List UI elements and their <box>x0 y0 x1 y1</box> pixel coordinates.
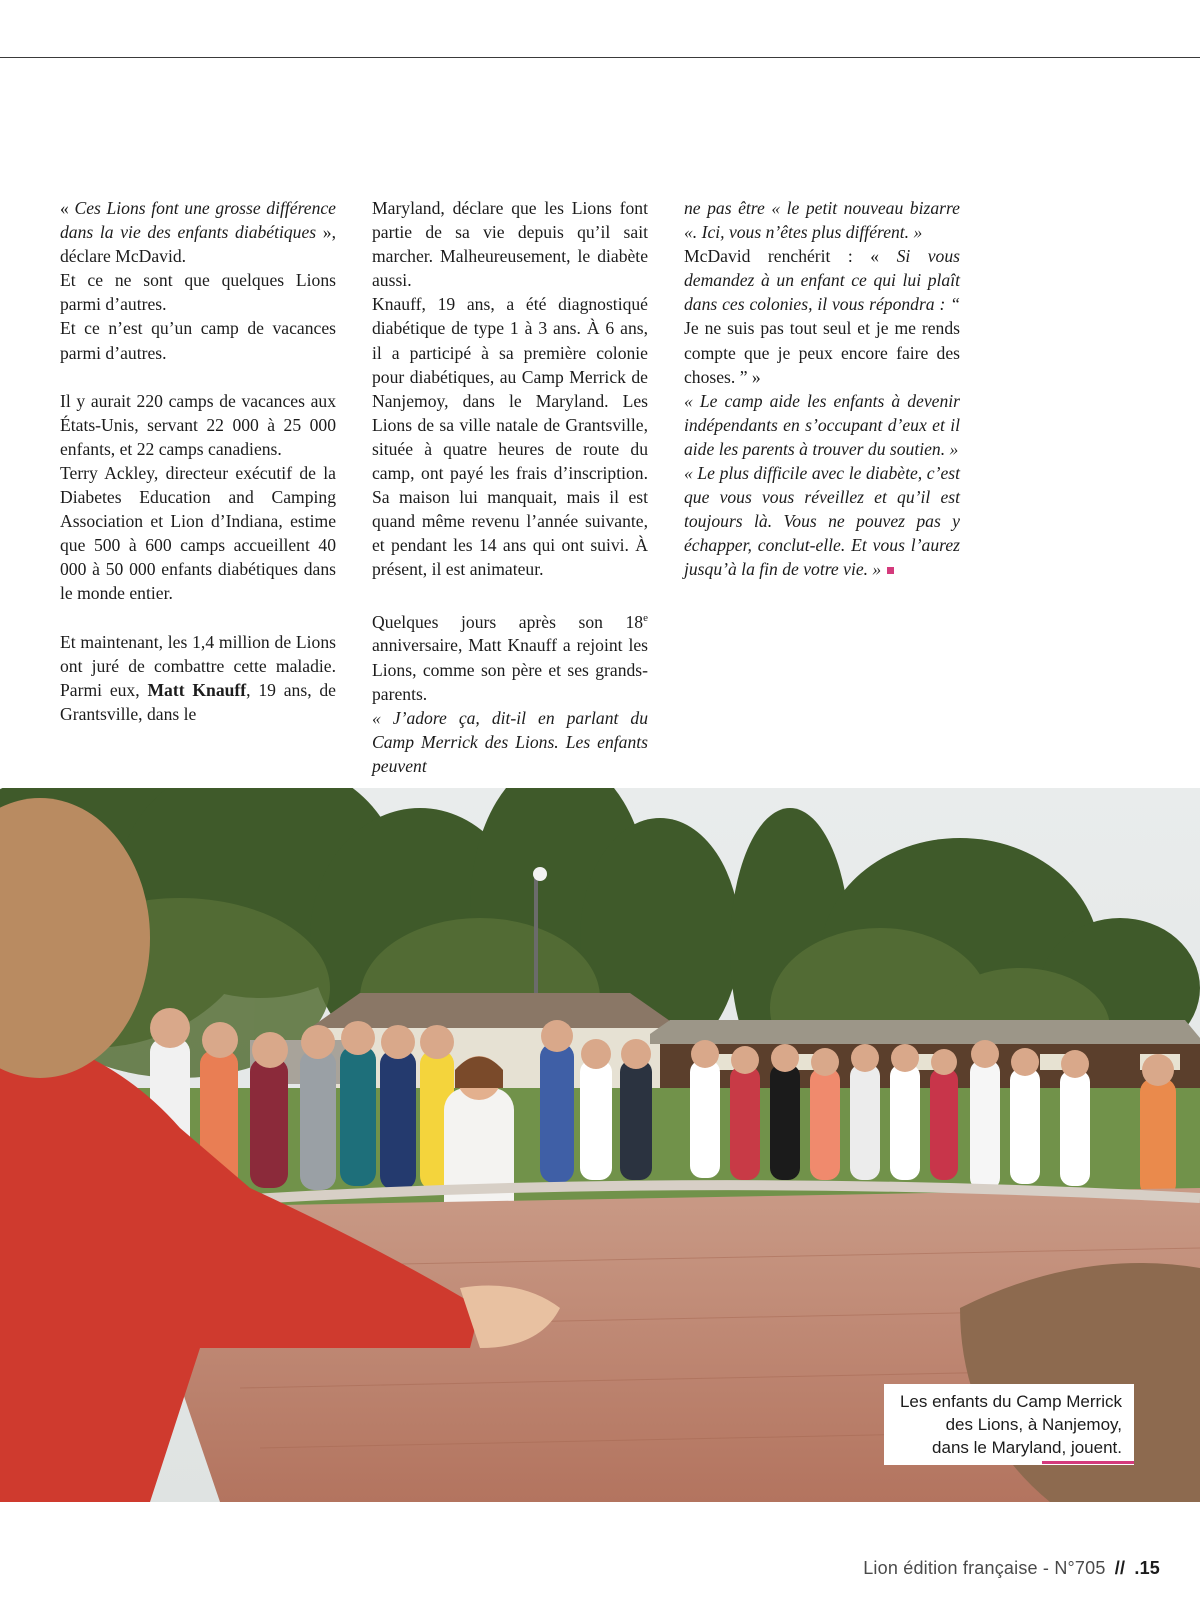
paragraph: Et ce n’est qu’un camp de vacances parmi d’autres. <box>60 318 336 363</box>
paragraph <box>684 389 960 461</box>
article-column-2 <box>372 196 648 778</box>
paragraph: Terry Ackley, directeur exécutif de la Diabetes Education and Camping Association et Lion d’Indiana, estime que 500 à 600 camps accueillent 40 000 à 50 000 enfants diabétiques dans le monde entier. <box>60 462 336 604</box>
paragraph: « Ces Lions font une grosse différence dans la vie des enfants diabétiques », déclare McDavid. <box>60 198 336 267</box>
paragraph: Et ce ne sont que quelques Lions parmi d’autres. <box>60 270 336 315</box>
caption-line: Les enfants du Camp Merrick <box>899 1392 1122 1411</box>
caption-line: dans le Maryland, jouent. <box>932 1438 1122 1457</box>
quote: « Le camp aide les enfants à devenir indépendants en s’occupant d’eux et il aide les parents à trouver du soutien. » <box>684 390 960 459</box>
page-footer <box>863 1558 1160 1579</box>
article-column-1 <box>60 196 336 726</box>
page-number: .15 <box>1134 1558 1160 1578</box>
paragraph: Knauff, 19 ans, a été diagnostiqué diabétique de type 1 à 3 ans. À 6 ans, il a participé à sa première colonie pour diabétiques, au Camp Merrick de Nanjemoy, dans le Maryland. Les Lions de sa ville natale de Grantsville, située à quatre heures de route du camp, ont payé les frais d’inscription. Sa maison lui manquait, mais il est quand même revenu l’année suivante, et pendant les 14 ans qui ont suivi. À présent, il est animateur. <box>372 294 648 580</box>
publication-name: Lion édition française - N°705 <box>863 1558 1106 1578</box>
caption-underline <box>1042 1461 1134 1464</box>
paragraph: McDavid renchérit : « Si vous demandez à un enfant ce qui lui plaît dans ces colonies, il vous répondra : “ Je ne suis pas tout seul et je me rends compte que je peux encore faire des choses. ” » <box>684 246 960 387</box>
paragraph <box>684 196 960 244</box>
paragraph <box>372 706 648 778</box>
top-rule <box>0 57 1200 58</box>
paragraph: Quelques jours après son 18e anniversaire, Matt Knauff a rejoint les Lions, comme son père et ses grands-parents. <box>372 611 648 704</box>
quote: « Le plus difficile avec le diabète, c’est que vous vous réveillez et qu’il est toujours là. Vous ne pouvez pas y échapper, conclut-elle. Et vous l’aurez jusqu’à la fin de votre vie. » <box>684 463 960 580</box>
end-mark-icon <box>887 567 894 574</box>
photo-caption <box>884 1384 1134 1465</box>
paragraph <box>684 461 960 581</box>
paragraph: Il y aurait 220 camps de vacances aux États-Unis, servant 22 000 à 25 000 enfants, et 22 camps canadiens. <box>60 390 336 459</box>
paragraph: Maryland, déclare que les Lions font partie de sa vie depuis qu’il sait marcher. Malheureusement, le diabète aussi. <box>372 198 648 291</box>
caption-line: des Lions, à Nanjemoy, <box>945 1415 1122 1434</box>
footer-separator: // <box>1114 1558 1126 1578</box>
quote: Si vous demandez à un enfant ce qui lui plaît dans ces colonies, il vous répondra : “ <box>684 246 960 315</box>
person-name: Matt Knauff <box>147 679 247 700</box>
article-column-3 <box>684 196 960 582</box>
paragraph: Et maintenant, les 1,4 million de Lions ont juré de combattre cette maladie. Parmi eux, Matt Knauff, 19 ans, de Grantsville, dans le <box>60 631 336 724</box>
quote: ne pas être « le petit nouveau bizarre «. Ici, vous n’êtes plus différent. » <box>684 198 960 243</box>
quote: Ces Lions font une grosse différence dans la vie des enfants diabétiques <box>60 198 336 243</box>
quote: « J’adore ça, dit-il en parlant du Camp Merrick des Lions. Les enfants peuvent <box>372 707 648 776</box>
